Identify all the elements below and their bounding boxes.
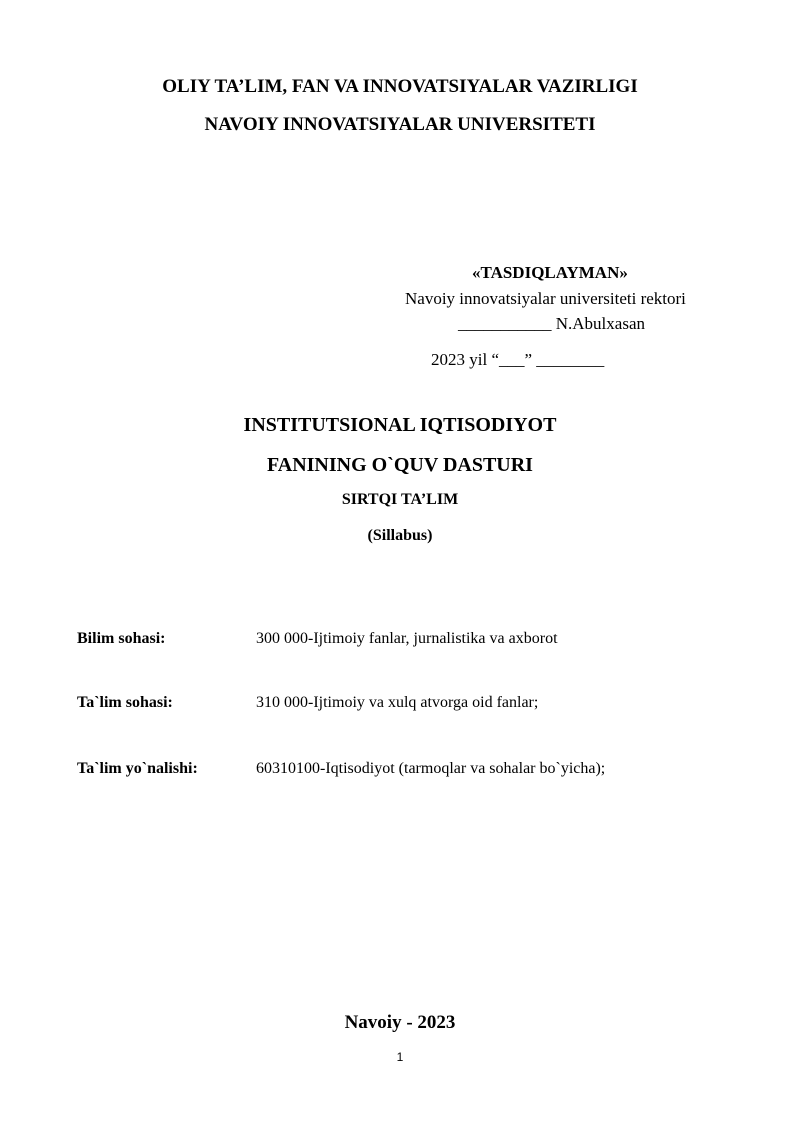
field-label-education-area: Ta`lim sohasi: — [77, 694, 173, 711]
field-value-education-area: 310 000-Ijtimoiy va xulq atvorga oid fanlar; — [256, 694, 539, 711]
field-value-education-direction: 60310100-Iqtisodiyot (tarmoqlar va sohalar bo`yicha); — [256, 760, 606, 777]
footer-city-year: Navoiy - 2023 — [344, 1012, 456, 1033]
document-type: (Sillabus) — [367, 527, 433, 544]
field-label-education-direction: Ta`lim yo`nalishi: — [77, 760, 198, 777]
approval-date-line: 2023 yil “___” ________ — [431, 350, 605, 369]
course-title-line-2: FANINING O`QUV DASTURI — [267, 454, 533, 476]
field-value-knowledge-area: 300 000-Ijtimoiy fanlar, jurnalistika va axborot — [256, 630, 558, 647]
approval-title: «TASDIQLAYMAN» — [472, 263, 628, 282]
ministry-heading: OLIY TA’LIM, FAN VA INNOVATSIYALAR VAZIRLIGI — [162, 76, 638, 97]
course-title-line-1: INSTITUTSIONAL IQTISODIYOT — [243, 414, 557, 436]
page-number: 1 — [396, 1050, 404, 1064]
university-heading: NAVOIY INNOVATSIYALAR UNIVERSITETI — [204, 114, 596, 135]
approval-signature-line: ___________ N.Abulxasan — [458, 314, 645, 333]
study-form: SIRTQI TA’LIM — [341, 491, 459, 508]
approval-rector-line: Navoiy innovatsiyalar universiteti rektori — [405, 289, 686, 308]
field-label-knowledge-area: Bilim sohasi: — [77, 630, 166, 647]
